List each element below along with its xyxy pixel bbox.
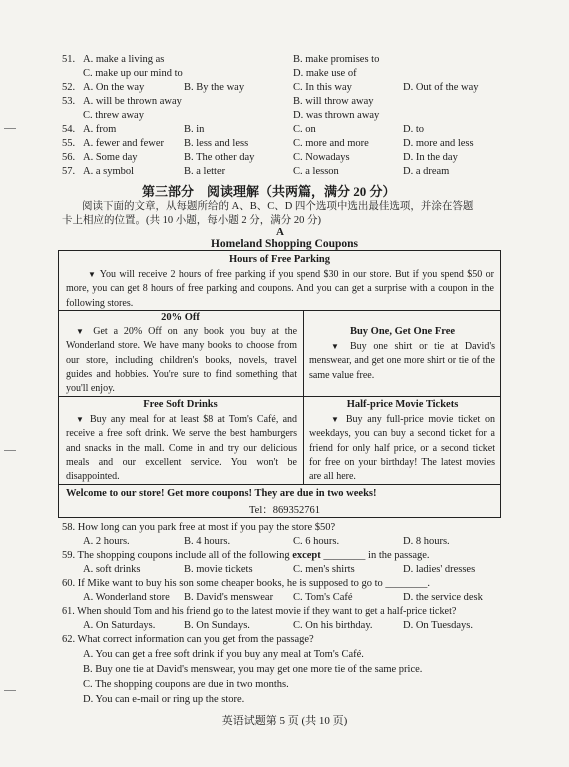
option-b: B. By the way (184, 82, 245, 93)
bogo-title: Buy One, Get One Free (349, 326, 456, 337)
option-a: A. You can get a free soft drink if you buy any meal at Tom's Café. (83, 649, 364, 660)
section-intro-line2: 卡上相应的位置。(共 10 小题，每小题 2 分，满分 20 分) (62, 215, 321, 226)
option-d: D. to (403, 124, 424, 135)
option-c: C. make up our mind to (83, 68, 183, 79)
drinks-body: ▼ Buy any meal for at least $8 at Tom's Café, and receive a free soft drink. We serve the best hamburgers and snacks in the mall. Come in and try our delicious meals and our excellent service. You won't be disappointed. (66, 414, 298, 483)
option-b: B. less and less (184, 138, 249, 149)
section-intro-line1: 阅读下面的文章，从每题所给的 A、B、C、D 四个选项中选出最佳选项，并涂在答题 (82, 201, 474, 212)
option-c: C. more and more (293, 138, 369, 149)
option-number: 53. (62, 96, 76, 107)
option-d: D. Out of the way (403, 82, 479, 93)
parking-title: Hours of Free Parking (228, 254, 330, 265)
welcome-text: Welcome to our store! Get more coupons! They are due in two weeks! (66, 488, 377, 499)
bogo-body: ▼ Buy one shirt or tie at David's menswear, and get one more shirt or tie of the same value free. (309, 341, 496, 381)
option-a: A. Wonderland store (83, 592, 170, 603)
option-c: C. Tom's Café (293, 592, 353, 603)
option-a: A. On the way (83, 82, 145, 93)
passage-label: A (276, 226, 284, 238)
triangle-bullet-icon: ▼ (88, 270, 97, 279)
off-body: ▼ Get a 20% Off on any book you buy at the Wonderland store. We have many books to choose from our store, including children's books, novels, travel guides and hobbies. You're sure to find something that you'll enjoy. (66, 326, 298, 395)
option-number: 56. (62, 152, 76, 163)
margin-tick (4, 450, 16, 451)
option-a: A. Some day (83, 152, 138, 163)
parking-body: ▼ You will receive 2 hours of free parking if you spend $30 in our store. But if you spend $50 or more, you can get 8 hours of free parking and coupons. And you can get a surprise with a coupon in the following stores. (66, 269, 494, 309)
option-c: C. men's shirts (293, 564, 355, 575)
option-d: D. was thrown away (293, 110, 380, 121)
option-d: D. In the day (403, 152, 458, 163)
option-c: C. Nowadays (293, 152, 350, 163)
option-number: 54. (62, 124, 76, 135)
page-footer: 英语试题第 5 页 (共 10 页) (221, 715, 348, 727)
option-d: D. make use of (293, 68, 357, 79)
triangle-bullet-icon: ▼ (331, 415, 342, 424)
margin-tick (4, 690, 16, 691)
option-b: B. in (184, 124, 205, 135)
option-c: C. On his birthday. (293, 620, 373, 631)
triangle-bullet-icon: ▼ (76, 415, 86, 424)
option-d: D. 8 hours. (403, 536, 450, 547)
option-a: A. On Saturdays. (83, 620, 156, 631)
option-c: C. 6 hours. (293, 536, 340, 547)
option-c: C. In this way (293, 82, 352, 93)
option-d: D. more and less (403, 138, 474, 149)
option-c: C. a lesson (293, 166, 339, 177)
option-b: B. will throw away (293, 96, 374, 107)
telephone: Tel：869352761 (248, 505, 320, 516)
option-c: C. threw away (83, 110, 144, 121)
question-stem: 59. The shopping coupons include all of the following except ________ in the passage. (62, 550, 430, 561)
margin-tick (4, 128, 16, 129)
option-c: C. on (293, 124, 316, 135)
option-a: A. fewer and fewer (83, 138, 165, 149)
option-b: B. Buy one tie at David's menswear, you may get one more tie of the same price. (83, 664, 423, 675)
option-c: C. The shopping coupons are due in two months. (83, 679, 289, 690)
option-a: A. soft drinks (83, 564, 141, 575)
option-number: 57. (62, 166, 76, 177)
triangle-bullet-icon: ▼ (76, 327, 88, 336)
option-b: B. David's menswear (184, 592, 274, 603)
section-title: 第三部分 阅读理解（共两篇，满分 20 分） (142, 184, 396, 199)
triangle-bullet-icon: ▼ (331, 342, 344, 351)
option-b: B. 4 hours. (184, 536, 231, 547)
option-b: B. make promises to (293, 54, 380, 65)
option-b: B. a letter (184, 166, 226, 177)
option-d: D. You can e-mail or ring up the store. (83, 694, 245, 705)
option-a: A. 2 hours. (83, 536, 130, 547)
question-stem: 61. When should Tom and his friend go to the latest movie if they want to get a half-price ticket? (62, 606, 457, 617)
option-number: 52. (62, 82, 76, 93)
option-d: D. ladies' dresses (403, 564, 476, 575)
off-title: 20% Off (161, 312, 200, 323)
option-a: A. from (83, 124, 117, 135)
option-a: A. a symbol (83, 166, 135, 177)
movie-body: ▼ Buy any full-price movie ticket on weekdays, you can buy a second ticket for a friend for only half price, or a second ticket for free on your birthday! The latest movies are all here. (309, 414, 495, 483)
option-d: D. a dream (403, 166, 450, 177)
option-number: 51. (62, 54, 76, 65)
question-stem: 58. How long can you park free at most if you pay the store $50? (62, 522, 336, 533)
option-a: A. make a living as (83, 54, 165, 65)
drinks-title: Free Soft Drinks (143, 399, 218, 410)
option-a: A. will be thrown away (83, 96, 182, 107)
option-number: 55. (62, 138, 76, 149)
movie-title: Half-price Movie Tickets (346, 399, 459, 410)
passage-title: Homeland Shopping Coupons (210, 238, 358, 250)
option-b: B. On Sundays. (184, 620, 250, 631)
option-d: D. the service desk (403, 592, 483, 603)
option-d: D. On Tuesdays. (403, 620, 474, 631)
option-b: B. movie tickets (184, 564, 253, 575)
question-stem: 60. If Mike want to buy his son some cheaper books, he is supposed to go to ________. (62, 578, 431, 589)
question-stem: 62. What correct information can you get from the passage? (62, 634, 314, 645)
option-b: B. The other day (184, 152, 255, 163)
